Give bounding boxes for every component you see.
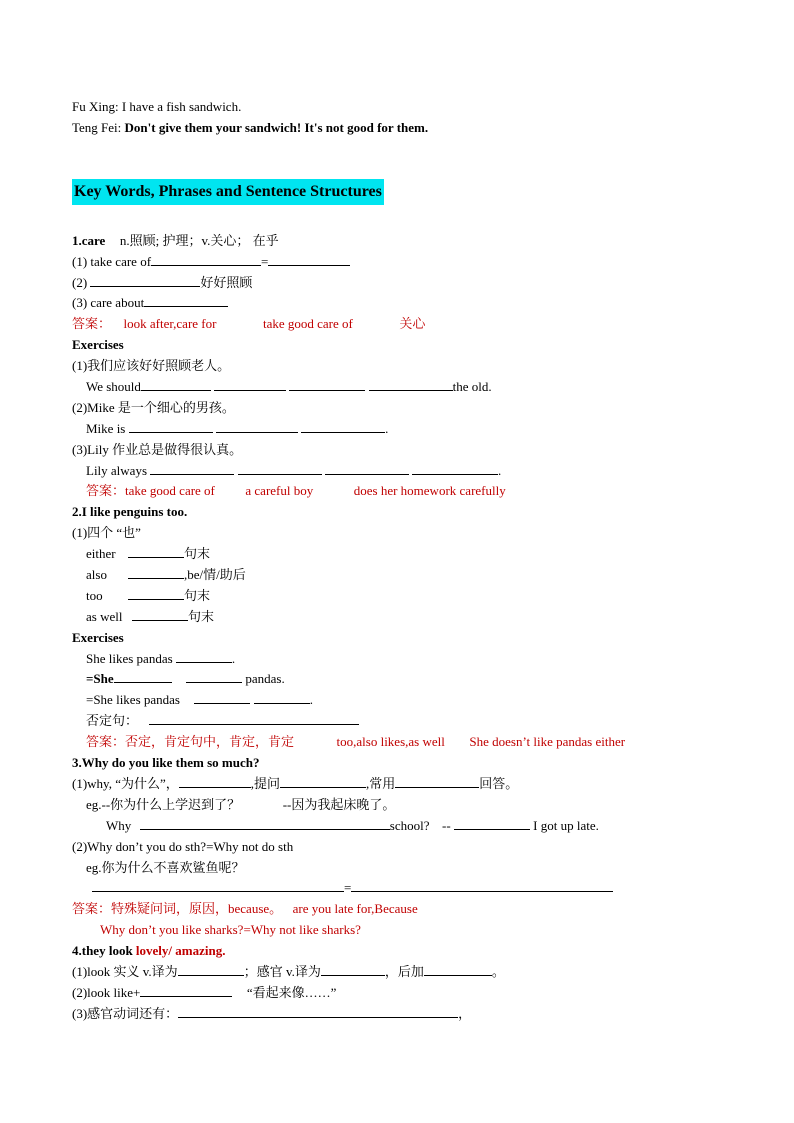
item-text: We should	[86, 379, 141, 395]
item-text: .	[498, 462, 502, 478]
blank-line	[301, 420, 385, 433]
word: as well	[86, 608, 123, 624]
blank-line	[178, 1005, 458, 1018]
item-text: I got up late.	[533, 817, 599, 833]
penguins-answer	[72, 732, 752, 753]
penguins-ex-line-1	[72, 649, 752, 670]
blank-line	[351, 879, 613, 892]
why-eg-2-blanks	[72, 878, 752, 899]
penguins-title: 2.I like penguins too.	[72, 504, 188, 520]
exercise-1-cn: (1)我们应该好好照顾老人。	[72, 358, 231, 374]
blank-line	[186, 670, 242, 683]
care-title-line	[72, 231, 752, 252]
answer-text: 特殊疑问词，原因，because。	[111, 901, 283, 917]
speaker-name: Fu Xing:	[72, 99, 119, 114]
blank-line	[238, 462, 322, 475]
why-eg-2: eg.你为什么不喜欢鲨鱼呢？	[86, 859, 245, 875]
item-text: 好好照顾	[200, 274, 253, 290]
item-text: She likes pandas	[86, 650, 173, 666]
care-item-2	[72, 273, 752, 294]
blank-line	[216, 420, 298, 433]
item-text: --因为我起床晚了。	[282, 796, 396, 812]
blank-line	[149, 712, 359, 725]
word: either	[86, 546, 116, 562]
dialogue-text: Don't give them your sandwich! It's not good for them.	[124, 119, 429, 135]
why-line-2: (2)Why don’t you do sth?=Why not do sth	[72, 838, 294, 854]
item-text: =She likes pandas	[86, 692, 180, 708]
item-text: (3) care about	[72, 295, 145, 311]
blank-line	[325, 462, 409, 475]
blank-line	[140, 817, 390, 830]
blank-line	[369, 378, 453, 391]
item-text: 。	[491, 963, 505, 979]
blank-line	[268, 253, 350, 266]
item-text: =She	[86, 671, 114, 687]
penguins-negative	[72, 711, 752, 732]
blank-line	[141, 378, 211, 391]
answer-text: take good care of	[262, 316, 353, 332]
item-text: ，	[458, 1005, 472, 1021]
exercise-2-en	[72, 419, 752, 440]
answer-text: take good care of	[125, 483, 215, 499]
blank-line	[395, 775, 479, 788]
item-text: ,提问	[250, 775, 281, 791]
look-title-highlight: lovely/ amazing.	[135, 943, 226, 959]
answer-label: 答案：	[72, 901, 112, 917]
care-item-1	[72, 252, 752, 273]
care-item-3	[72, 293, 752, 314]
answer-text: a careful boy	[245, 483, 314, 499]
why-line-1	[72, 774, 752, 795]
answer-label: 答案：	[86, 734, 126, 750]
why-eg-1-answer	[72, 816, 752, 837]
item-text: ；感官 v.译为	[243, 963, 321, 979]
blank-line	[90, 274, 200, 287]
blank-line	[144, 294, 228, 307]
answer-text: are you late for,Because	[292, 901, 418, 917]
item-text: .	[309, 692, 313, 708]
item-text: pandas.	[245, 671, 285, 687]
blank-line	[151, 253, 261, 266]
blank-line	[132, 608, 188, 621]
blank-line	[179, 775, 251, 788]
blank-line	[178, 963, 244, 976]
answer-text: 关心	[399, 316, 426, 332]
word-note: 句末	[184, 587, 211, 603]
dialogue-line-1	[72, 97, 752, 118]
look-line-2	[72, 983, 752, 1004]
exercise-3-en	[72, 461, 752, 482]
penguins-sub1: (1)四个 “也”	[72, 525, 141, 541]
equals-sign: =	[344, 880, 352, 896]
item-text: (3)感官动词还有：	[72, 1005, 179, 1021]
item-text: .	[231, 650, 236, 666]
blank-line	[254, 691, 310, 704]
word-row-also	[72, 565, 752, 586]
blank-line	[92, 879, 344, 892]
exercise-3-cn: (3)Lily 作业总是做得很认真。	[72, 441, 243, 457]
why-answer-1	[72, 899, 752, 920]
blank-line	[424, 963, 492, 976]
word-row-too	[72, 586, 752, 607]
item-text: ，后加	[384, 963, 424, 979]
word-note: 句末	[184, 546, 211, 562]
document-content	[72, 97, 752, 1025]
equals-sign: =	[261, 253, 269, 269]
item-text: Lily always	[86, 462, 148, 478]
answer-text: look after,care for	[123, 316, 217, 332]
speaker-name: Teng Fei:	[72, 119, 122, 135]
word: also	[86, 567, 107, 583]
item-text: Mike is	[86, 420, 126, 436]
answer-label: 答案：	[86, 483, 126, 499]
blank-line	[128, 587, 184, 600]
dialogue-line-2	[72, 118, 752, 139]
answer-text: too,also likes,as well	[336, 734, 445, 750]
word-note: ,be/情/助后	[184, 567, 246, 583]
item-text: eg.--你为什么上学迟到了？	[86, 796, 241, 812]
answer-text: Why don’t you like sharks?=Why not like sharks?	[100, 922, 361, 938]
blank-line	[194, 691, 250, 704]
blank-line	[321, 963, 385, 976]
item-text: the old.	[452, 379, 492, 395]
item-text: ,常用	[366, 775, 396, 791]
answer-text: 否定，肯定句中，肯定，肯定	[125, 734, 295, 750]
item-text: 回答。	[479, 775, 519, 791]
blank-line	[412, 462, 498, 475]
item-text: --	[442, 817, 451, 833]
item-text: .	[385, 420, 389, 436]
blank-line	[128, 545, 184, 558]
care-answer	[72, 314, 752, 335]
look-line-1	[72, 962, 752, 983]
word-note: 句末	[188, 608, 215, 624]
exercise-1-en	[72, 377, 752, 398]
look-title-text: 4.they look	[72, 943, 136, 959]
why-eg-1	[72, 795, 752, 816]
answer-text: does her homework carefully	[353, 483, 506, 499]
blank-line	[128, 566, 184, 579]
blank-line	[129, 420, 213, 433]
word-row-as-well	[72, 607, 752, 628]
care-meaning: n.照顾; 护理；v.关心； 在乎	[119, 232, 279, 248]
exercises-label: Exercises	[72, 337, 124, 353]
item-text: (2)look like+	[72, 984, 141, 1000]
blank-line	[140, 984, 232, 997]
penguins-ex-line-3	[72, 690, 752, 711]
item-text: (2)	[72, 274, 88, 290]
look-title	[72, 941, 752, 962]
item-text: (1)why, “为什么”，	[72, 775, 179, 791]
blank-line	[280, 775, 366, 788]
blank-line	[454, 817, 530, 830]
item-text: Why	[106, 817, 132, 833]
answer-label: 答案：	[72, 316, 112, 332]
item-text: “看起来像……”	[246, 984, 337, 1000]
word: too	[86, 587, 103, 603]
blank-line	[214, 378, 286, 391]
section-heading-wrap	[72, 169, 752, 231]
exercise-2-cn: (2)Mike 是一个细心的男孩。	[72, 399, 235, 415]
item-text: 否定句：	[86, 713, 139, 729]
why-title: 3.Why do you like them so much?	[72, 755, 260, 771]
penguins-ex-line-2	[72, 669, 752, 690]
care-exercise-answer	[72, 481, 752, 502]
item-text: school?	[389, 817, 430, 833]
blank-line	[176, 650, 232, 663]
blank-line	[289, 378, 365, 391]
item-text: (1) take care of	[72, 253, 152, 269]
blank-line	[114, 670, 172, 683]
look-line-3	[72, 1004, 752, 1025]
exercises-label: Exercises	[72, 629, 124, 645]
blank-line	[150, 462, 234, 475]
dialogue-text: I have a fish sandwich.	[121, 99, 242, 114]
word-row-either	[72, 544, 752, 565]
item-text: (1)look 实义 v.译为	[72, 963, 178, 979]
care-title: 1.care	[72, 232, 106, 248]
answer-text: She doesn’t like pandas either	[469, 734, 626, 750]
section-heading: Key Words, Phrases and Sentence Structures	[72, 179, 384, 205]
why-answer-2	[72, 920, 752, 941]
